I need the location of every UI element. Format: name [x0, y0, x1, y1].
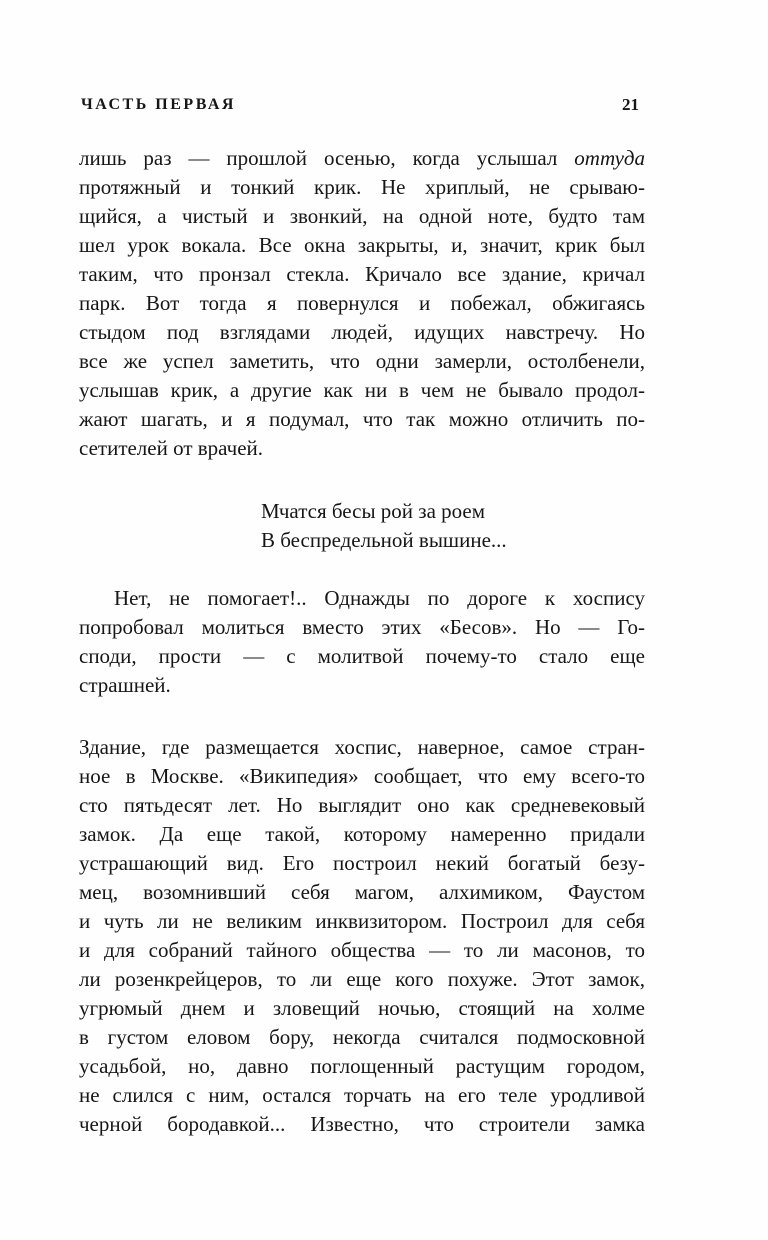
text-line: Мчатся бесы рой за роем	[261, 499, 486, 523]
text-line: замок. Да еще такой, которому намеренно придали	[79, 822, 645, 846]
text-line: сто пятьдесят лет. Но выглядит оно как средневековый	[79, 793, 645, 817]
italic-text: оттуда	[574, 146, 645, 170]
text-line: и чуть ли не великим инквизитором. Построил для себя	[79, 909, 645, 933]
text-block	[79, 144, 645, 1139]
text-line: услышав крик, а другие как ни в чем не бывало продол-	[79, 378, 645, 402]
text-line: В беспредельной вышине...	[261, 528, 507, 552]
text-line: споди, прости — с молитвой почему-то стало еще	[79, 644, 645, 668]
text-line: жают шагать, и я подумал, что так можно отличить по-	[79, 407, 645, 431]
paragraph-opening	[79, 144, 645, 463]
text-line: в густом еловом бору, некогда считался подмосковной	[79, 1025, 645, 1049]
paragraph-building	[79, 733, 645, 1139]
text-line: устрашающий вид. Его построил некий богатый безу-	[79, 851, 645, 875]
text-line: ное в Москве. «Википедия» сообщает, что ему всего-то	[79, 764, 645, 788]
page-number: 21	[622, 95, 639, 114]
text-line: ли розенкрейцеров, то ли еще кого похуже. Этот замок,	[79, 967, 645, 991]
text-line: страшней.	[79, 673, 171, 697]
text-line: и для собраний тайного общества — то ли масонов, то	[79, 938, 645, 962]
text-line: попробовал молиться вместо этих «Бесов». Но — Го-	[79, 615, 645, 639]
text-line: лишь раз — прошлой осенью, когда услышал оттуда	[79, 146, 645, 170]
paragraph-prayer	[79, 584, 645, 700]
page-header	[79, 94, 645, 116]
text-line: усадьбой, но, давно поглощенный растущим городом,	[79, 1054, 645, 1078]
text-line: все же успел заметить, что одни замерли, остолбенели,	[79, 349, 645, 373]
text-line: черной бородавкой... Известно, что строители замка	[79, 1112, 645, 1136]
text-line: Нет, не помогает!.. Однажды по дороге к хоспису	[114, 586, 645, 610]
text-line: шел урок вокала. Все окна закрыты, и, значит, крик был	[79, 233, 645, 257]
text-line: Здание, где размещается хоспис, наверное, самое стран-	[79, 735, 645, 759]
verse-quote	[79, 497, 645, 555]
running-title: ЧАСТЬ ПЕРВАЯ	[81, 96, 236, 113]
text-line: мец, возомнивший себя магом, алхимиком, Фаустом	[79, 880, 645, 904]
text-line: щийся, а чистый и звонкий, на одной ноте, будто там	[79, 204, 645, 228]
text-line: протяжный и тонкий крик. Не хриплый, не срываю-	[79, 175, 645, 199]
text-line: сетителей от врачей.	[79, 436, 264, 460]
text-line: таким, что пронзал стекла. Кричало все здание, кричал	[79, 262, 645, 286]
text-line: стыдом под взглядами людей, идущих навстречу. Но	[79, 320, 645, 344]
text-line: не слился с ним, остался торчать на его теле уродливой	[79, 1083, 645, 1107]
text-line: парк. Вот тогда я повернулся и побежал, обжигаясь	[79, 291, 645, 315]
text-line: угрюмый днем и зловещий ночью, стоящий на холме	[79, 996, 645, 1020]
